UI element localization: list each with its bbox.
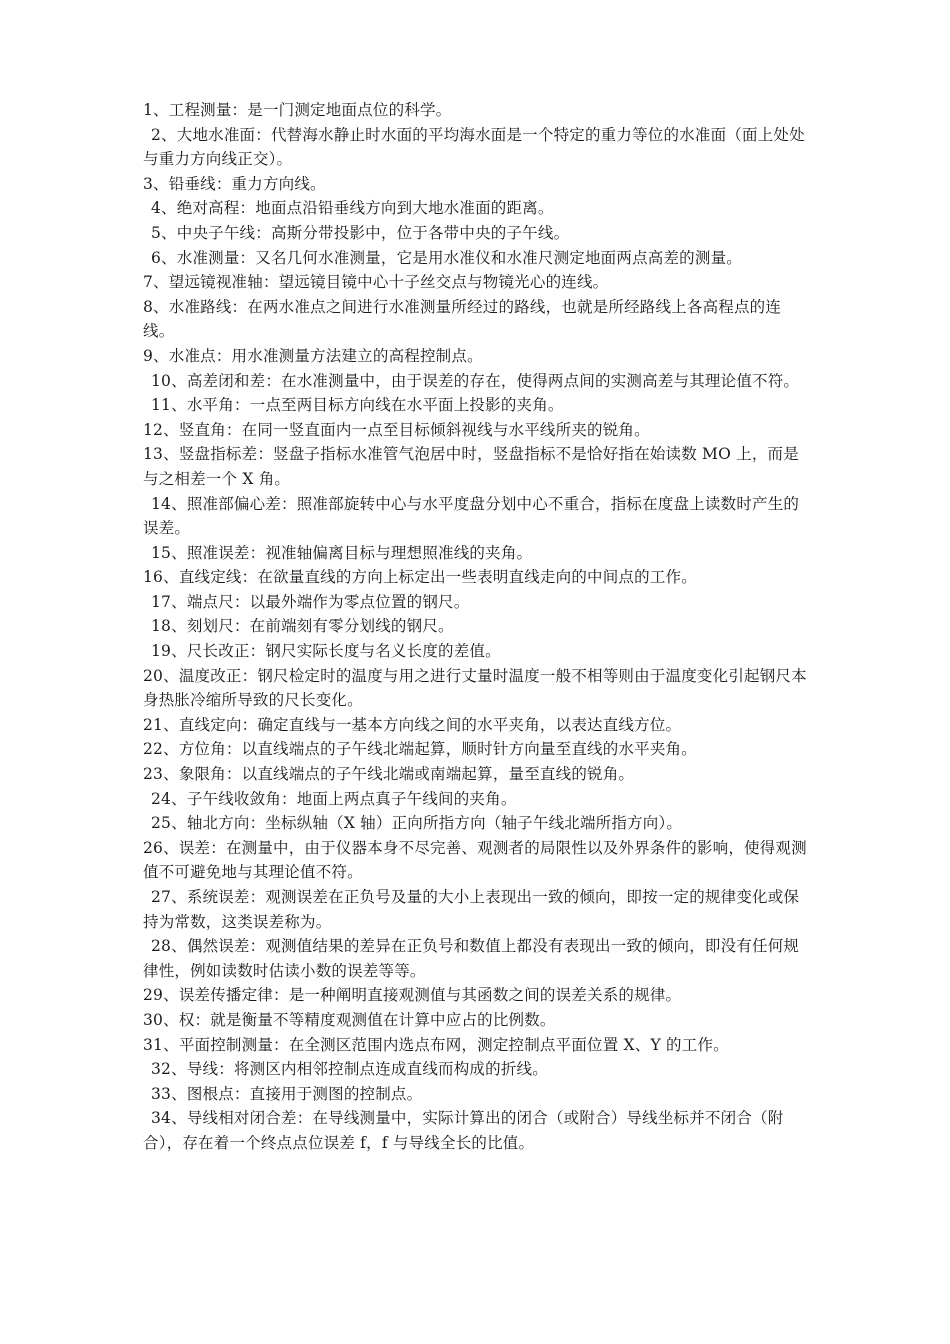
definition-5: 5、中央子午线：高斯分带投影中，位于各带中央的子午线。 bbox=[151, 223, 570, 242]
definition-14: 14、照准部偏心差：照准部旋转中心与水平度盘分划中心不重合，指标在度盘上读数时产生的误差。 bbox=[143, 494, 800, 538]
definition-8: 8、水准路线：在两水准点之间进行水准测量所经过的路线，也就是所经路线上各高程点的连线。 bbox=[143, 297, 782, 341]
definition-31: 31、平面控制测量：在全测区范围内选点布网，测定控制点平面位置 X、Y 的工作。 bbox=[143, 1035, 729, 1054]
definition-9: 9、水准点：用水准测量方法建立的高程控制点。 bbox=[143, 346, 483, 365]
definition-34: 34、导线相对闭合差：在导线测量中，实际计算出的闭合（或附合）导线坐标并不闭合（附合），存在着一个终点点位误差 f，f 与导线全长的比值。 bbox=[143, 1109, 784, 1152]
definition-19: 19、尺长改正：钢尺实际长度与名义长度的差值。 bbox=[151, 642, 501, 661]
definition-29: 29、误差传播定律：是一种阐明直接观测值与其函数之间的误差关系的规律。 bbox=[143, 986, 682, 1005]
definition-15: 15、照准误差：视准轴偏离目标与理想照准线的夹角。 bbox=[151, 543, 533, 562]
definition-16: 16、直线定线：在欲量直线的方向上标定出一些表明直线走向的中间点的工作。 bbox=[143, 568, 697, 587]
definition-3: 3、铅垂线：重力方向线。 bbox=[143, 174, 326, 193]
definition-12: 12、竖直角：在同一竖直面内一点至目标倾斜视线与水平线所夹的锐角。 bbox=[143, 420, 650, 439]
definition-6: 6、水准测量：又名几何水准测量，它是用水准仪和水准尺测定地面两点高差的测量。 bbox=[151, 248, 742, 267]
document-body bbox=[143, 98, 811, 1156]
definition-7: 7、望远镜视准轴：望远镜目镜中心十子丝交点与物镜光心的连线。 bbox=[143, 273, 609, 292]
definition-18: 18、刻划尺：在前端刻有零分划线的钢尺。 bbox=[151, 617, 454, 636]
definition-1: 1、工程测量：是一门测定地面点位的科学。 bbox=[143, 101, 452, 119]
definition-11: 11、水平角：一点至两目标方向线在水平面上投影的夹角。 bbox=[151, 396, 564, 415]
definition-10: 10、高差闭和差：在水准测量中，由于误差的存在，使得两点间的实测高差与其理论值不符。 bbox=[151, 371, 800, 390]
definition-33: 33、图根点：直接用于测图的控制点。 bbox=[151, 1084, 423, 1103]
definition-4: 4、绝对高程：地面点沿铅垂线方向到大地水准面的距离。 bbox=[151, 199, 554, 218]
definition-24: 24、子午线收敛角：地面上两点真子午线间的夹角。 bbox=[151, 789, 517, 808]
definition-17: 17、端点尺：以最外端作为零点位置的钢尺。 bbox=[151, 592, 470, 611]
definition-30: 30、权：就是衡量不等精度观测值在计算中应占的比例数。 bbox=[143, 1010, 556, 1029]
definition-32: 32、导线：将测区内相邻控制点连成直线而构成的折线。 bbox=[151, 1060, 548, 1079]
definition-28: 28、偶然误差：观测值结果的差异在正负号和数值上都没有表现出一致的倾向，即没有任何规律性，例如读数时估读小数的误差等等。 bbox=[143, 937, 800, 980]
definition-2: 2、大地水准面：代替海水静止时水面的平均海水面是一个特定的重力等位的水准面（面上处处与重力方向线正交）。 bbox=[143, 125, 805, 169]
definition-20: 20、温度改正：钢尺检定时的温度与用之进行丈量时温度一般不相等则由于温度变化引起钢尺本身热胀冷缩所导致的尺长变化。 bbox=[143, 666, 807, 710]
definition-26: 26、误差：在测量中，由于仪器本身不尽完善、观测者的局限性以及外界条件的影响，使得观测值不可避免地与其理论值不符。 bbox=[143, 838, 807, 882]
definition-22: 22、方位角：以直线端点的子午线北端起算，顺时针方向量至直线的水平夹角。 bbox=[143, 740, 697, 759]
definition-23: 23、象限角：以直线端点的子午线北端或南端起算，量至直线的锐角。 bbox=[143, 765, 635, 784]
definition-27: 27、系统误差：观测误差在正负号及量的大小上表现出一致的倾向，即按一定的规律变化或保持为常数，这类误差称为。 bbox=[143, 888, 800, 931]
definition-13: 13、竖盘指标差：竖盘子指标水准管气泡居中时，竖盘指标不是恰好指在始读数 MO 上，而是与之相差一个 X 角。 bbox=[143, 445, 799, 488]
definition-21: 21、直线定向：确定直线与一基本方向线之间的水平夹角，以表达直线方位。 bbox=[143, 715, 682, 734]
definition-25: 25、轴北方向：坐标纵轴（X 轴）正向所指方向（轴子午线北端所指方向）。 bbox=[151, 814, 683, 833]
